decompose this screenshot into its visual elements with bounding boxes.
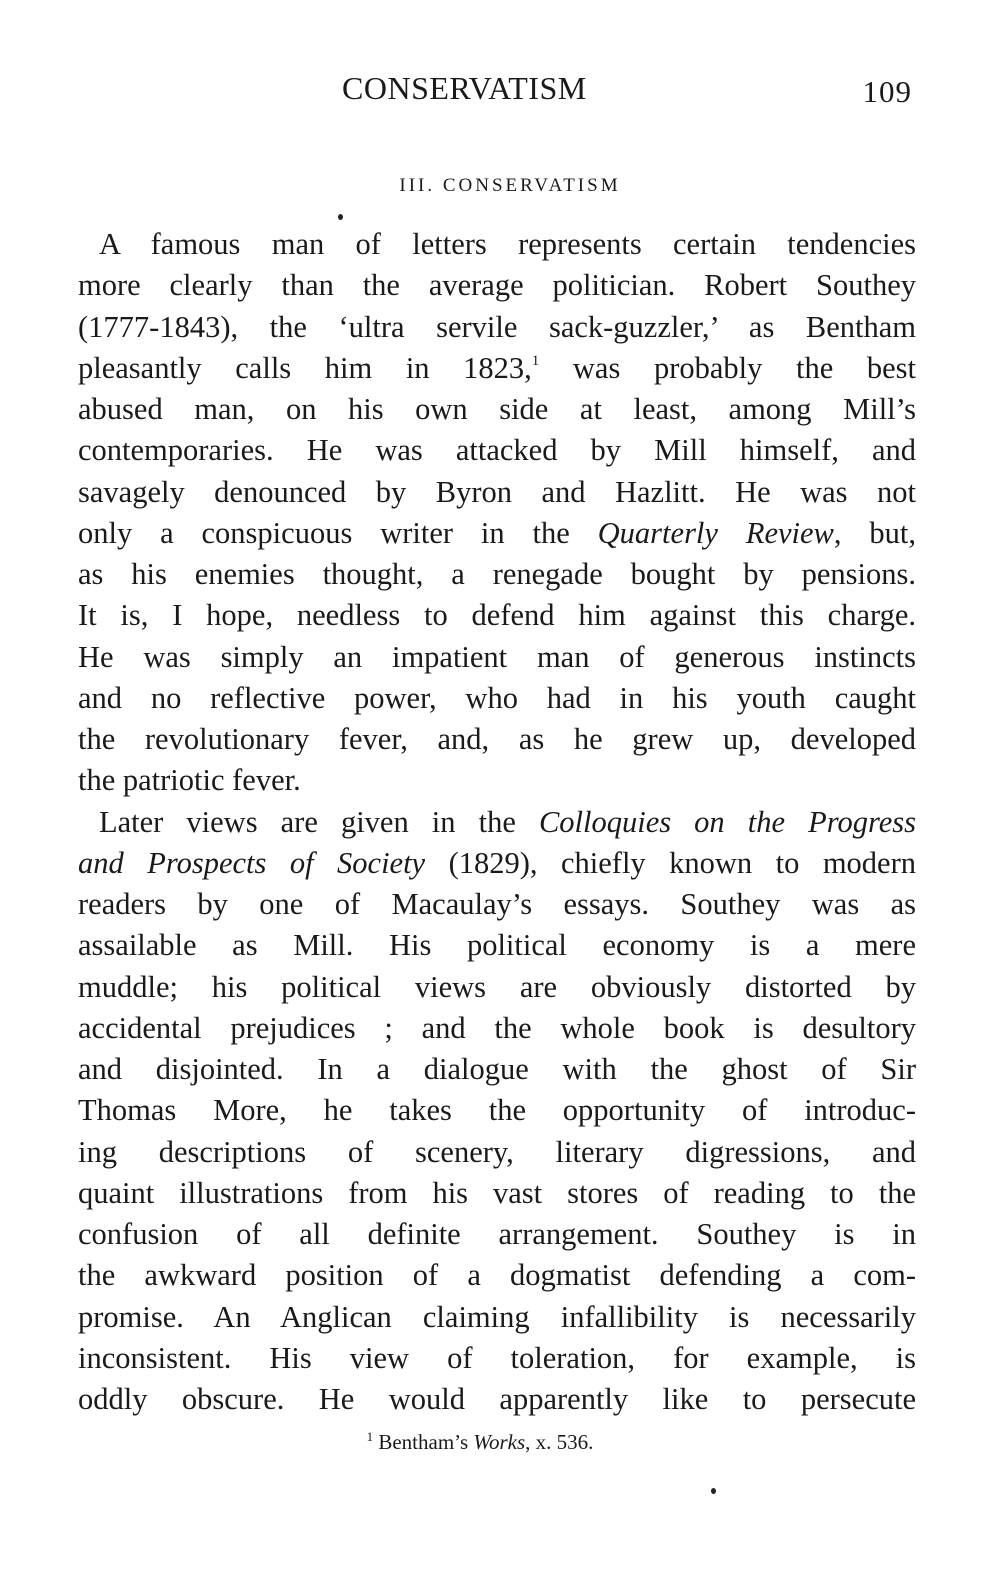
text-line bbox=[78, 637, 916, 678]
text-line bbox=[78, 1173, 916, 1214]
text-segment: as his enemies thought, a renegade bought by pensions. bbox=[78, 557, 916, 591]
text-segment: Thomas More, he takes the opportunity of introduc- bbox=[78, 1093, 916, 1128]
text-line bbox=[78, 884, 916, 925]
text-line bbox=[78, 1255, 916, 1296]
text-line bbox=[78, 1214, 916, 1255]
running-title: CONSERVATISM bbox=[342, 70, 587, 106]
italic-title: Quarterly Review bbox=[597, 515, 834, 550]
text-segment: (1777-1843), the ‘ultra servile sack-guzzler,’ as Bentham bbox=[78, 309, 916, 344]
text-line bbox=[78, 472, 916, 513]
text-segment: contemporaries. He was attacked by Mill himself, and bbox=[78, 433, 916, 468]
text-line bbox=[78, 1132, 916, 1173]
text-line bbox=[78, 1338, 916, 1379]
page-number: 109 bbox=[862, 74, 912, 109]
text-line bbox=[78, 802, 916, 843]
running-head bbox=[0, 70, 1000, 110]
text-segment: only a conspicuous writer in the bbox=[78, 515, 598, 550]
text-segment: ing descriptions of scenery, literary digressions, and bbox=[78, 1134, 916, 1169]
text-line bbox=[78, 678, 916, 719]
text-line bbox=[78, 843, 916, 884]
footnote-reference-marker: 1 bbox=[531, 352, 540, 369]
text-line bbox=[78, 348, 916, 389]
text-segment: more clearly than the average politician. Robert Southey bbox=[78, 268, 916, 303]
text-segment: , but, bbox=[833, 515, 916, 550]
text-segment: He was simply an impatient man of generous instincts bbox=[78, 639, 916, 674]
text-line bbox=[78, 513, 916, 554]
text-segment: inconsistent. His view of toleration, for example, is bbox=[78, 1340, 916, 1375]
text-segment: and no reflective power, who had in his youth caught bbox=[78, 680, 916, 715]
text-segment: readers by one of Macaulay’s essays. Southey was as bbox=[78, 887, 916, 921]
text-segment: the awkward position of a dogmatist defending a com- bbox=[78, 1258, 916, 1293]
body-text bbox=[78, 224, 916, 1420]
italic-title: and Prospects of Society bbox=[78, 845, 426, 880]
text-segment: and disjointed. In a dialogue with the ghost of Sir bbox=[78, 1052, 916, 1086]
text-segment: assailable as Mill. His political economy is a mere bbox=[78, 928, 916, 963]
text-segment: promise. An Anglican claiming infallibility is necessarily bbox=[78, 1299, 916, 1334]
text-segment: savagely denounced by Byron and Hazlitt. He was not bbox=[78, 474, 916, 509]
text-segment: quaint illustrations from his vast stores of reading to the bbox=[78, 1175, 916, 1210]
text-segment: accidental prejudices ; and the whole book is desultory bbox=[78, 1010, 916, 1045]
text-line bbox=[78, 760, 916, 801]
text-line bbox=[78, 224, 916, 265]
footnote bbox=[0, 1430, 1000, 1455]
print-speck bbox=[711, 1488, 716, 1494]
text-line bbox=[78, 554, 916, 595]
text-segment: the revolutionary fever, and, as he grew up, developed bbox=[78, 722, 916, 756]
text-segment: A famous man of letters represents certain tendencies bbox=[99, 227, 916, 261]
text-segment: was probably the best bbox=[539, 350, 916, 385]
text-line bbox=[78, 389, 916, 430]
text-segment: abused man, on his own side at least, among Mill’s bbox=[78, 392, 916, 426]
text-line bbox=[78, 1379, 916, 1420]
text-line bbox=[78, 265, 916, 306]
footnote-text: Bentham’s bbox=[373, 1430, 474, 1454]
text-line bbox=[78, 595, 916, 636]
text-segment: oddly obscure. He would apparently like to persecute bbox=[78, 1382, 916, 1416]
text-line bbox=[78, 1008, 916, 1049]
text-line bbox=[78, 1090, 916, 1131]
text-line bbox=[78, 430, 916, 471]
print-speck bbox=[338, 214, 343, 220]
footnote-marker: 1 bbox=[366, 1429, 374, 1444]
text-segment: the patriotic fever. bbox=[78, 763, 301, 798]
text-line bbox=[78, 925, 916, 966]
text-segment: (1829), chiefly known to modern bbox=[425, 845, 916, 880]
text-line bbox=[78, 967, 916, 1008]
section-heading: III. CONSERVATISM bbox=[399, 175, 621, 196]
text-segment: Later views are given in the bbox=[99, 804, 539, 839]
footnote-work-title: Works bbox=[473, 1430, 526, 1454]
text-line bbox=[78, 307, 916, 348]
text-line bbox=[78, 719, 916, 760]
footnote-reference: , x. 536. bbox=[525, 1430, 594, 1454]
text-segment: pleasantly calls him in 1823, bbox=[78, 350, 532, 385]
text-segment: muddle; his political views are obviously distorted by bbox=[78, 969, 916, 1004]
text-segment: It is, I hope, needless to defend him against this charge. bbox=[78, 598, 916, 633]
text-segment: confusion of all definite arrangement. Southey is in bbox=[78, 1217, 916, 1251]
italic-title: Colloquies on the Progress bbox=[538, 804, 916, 839]
text-line bbox=[78, 1297, 916, 1338]
text-line bbox=[78, 1049, 916, 1090]
